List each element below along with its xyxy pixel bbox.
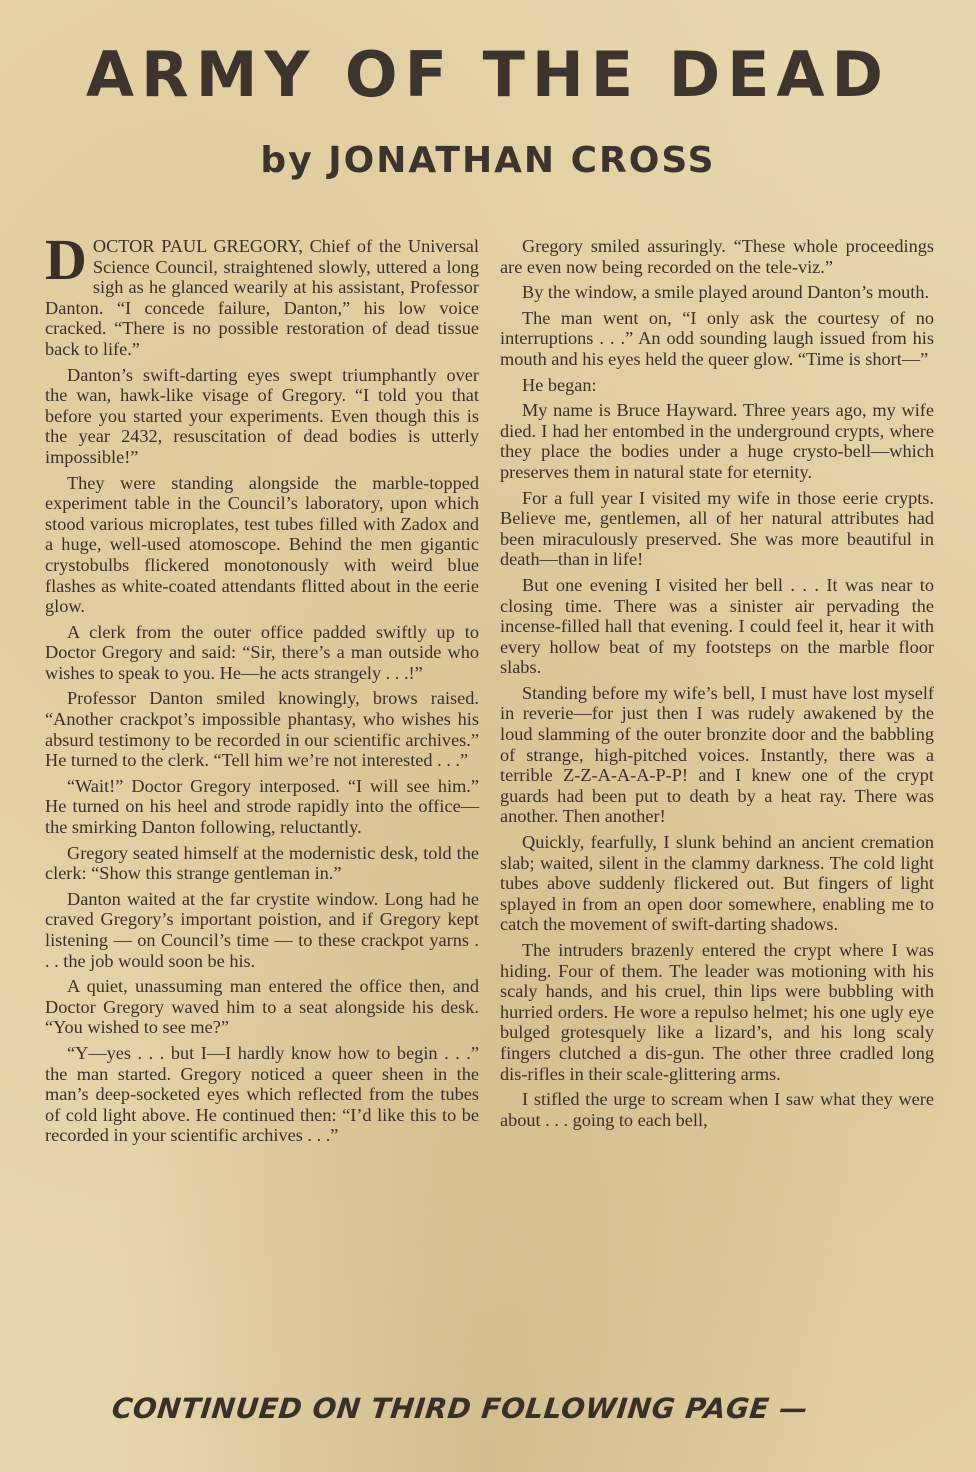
paragraph: I stifled the urge to scream when I saw what they were about . . . going to each bell, bbox=[500, 1089, 934, 1130]
paragraph: The intruders brazenly entered the crypt where I was hiding. Four of them. The leader was motioning with his scaly hands, and his cruel, thin lips were bubbling with hurried orders. He wore a repulso helmet; his one ugly eye bulged grotesquely like a lizard’s, and his long scaly fingers clutched a dis-gun. The other three cradled long dis-rifles in their scale-glittering arms. bbox=[500, 940, 934, 1084]
paragraph: “Wait!” Doctor Gregory interposed. “I will see him.” He turned on his heel and strode rapidly into the office—the smirking Danton following, reluctantly. bbox=[45, 775, 479, 838]
paragraph: “Y—yes . . . but I—I hardly know how to begin . . .” the man started. Gregory noticed a queer sheen in the man’s deep-socketed eyes which reflected from the tubes of cold light above. He continued then: “I’d like this to be recorded in your scientific archives . . .” bbox=[45, 1042, 479, 1146]
opening-paragraph bbox=[45, 227, 479, 360]
paragraph: Quickly, fearfully, I slunk behind an ancient cremation slab; waited, silent in the clammy darkness. The cold light tubes above suddenly flickered out. But fingers of light splayed in from an open door somewhere, enabling me to catch the movement of swift-darting shadows. bbox=[500, 832, 934, 935]
paragraph: He began: bbox=[522, 374, 597, 395]
paragraph: My name is Bruce Hayward. Three years ago, my wife died. I had her entombed in the underground crypts, where they place the bodies under a huge crysto-bell—which preserves them in natural state for eternity. bbox=[500, 400, 934, 482]
paragraph: Gregory smiled assuringly. “These whole proceedings are even now being recorded on the tele-viz.” bbox=[500, 236, 934, 277]
paragraph: A clerk from the outer office padded swiftly up to Doctor Gregory and said: “Sir, there’s a man outside who wishes to speak to you. He—he acts strangely . . .!” bbox=[45, 621, 479, 683]
right-column bbox=[500, 236, 934, 1135]
paragraph: Danton’s swift-darting eyes swept triumphantly over the wan, hawk-like visage of Gregory. “I told you that before you started your experiments. Even though this is the year 2432, resuscitation of dead bodies is utterly impossible!” bbox=[45, 364, 479, 467]
left-column bbox=[45, 227, 479, 1151]
paragraph: The man went on, “I only ask the courtesy of no interruptions . . .” An odd sounding laugh issued from his mouth and his eyes held the queer glow. “Time is short—” bbox=[500, 307, 934, 369]
continued-notice: CONTINUED ON THIRD FOLLOWING PAGE — bbox=[110, 1392, 810, 1425]
drop-cap: D bbox=[45, 227, 87, 292]
paragraph: But one evening I visited her bell . . . It was near to closing time. There was a sinister air pervading the incense-filled hall that evening. I could feel it, hear it with every hollow beat of my footsteps on the marble floor slabs. bbox=[500, 574, 934, 678]
story-byline: by JONATHAN CROSS bbox=[260, 140, 716, 181]
paragraph: Standing before my wife’s bell, I must have lost myself in reverie—for just then I was rudely awakened by the loud slamming of the outer bronzite door and the babbling of strange, high-pitched voices. Instantly, there was a terrible Z-Z-A-A-A-P-P! and I knew one of the crypt guards had been put to death by a heat ray. There was another. Then another! bbox=[500, 682, 934, 827]
paragraph: They were standing alongside the marble-topped experiment table in the Council’s laboratory, upon which stood various microplates, test tubes filled with Zadox and a huge, well-used atomoscope. Behind the men gigantic crystobulbs flickered monotonously with weird blue flashes as white-coated attendants flitted about in the eerie glow. bbox=[45, 472, 479, 617]
paragraph: Professor Danton smiled knowingly, brows raised. “Another crackpot’s impossible phantasy, who wishes his absurd testimony to be recorded in our scientific archives.” He turned to the clerk. “Tell him we’re not interested . . .” bbox=[45, 688, 479, 771]
paragraph: For a full year I visited my wife in those eerie crypts. Believe me, gentlemen, all of her natural attributes had been miraculously preserved. She was more beautiful in death—than in life! bbox=[500, 487, 934, 570]
story-title: ARMY OF THE DEAD bbox=[86, 38, 890, 111]
paragraph: By the window, a smile played around Danton’s mouth. bbox=[522, 282, 930, 303]
opening-paragraph-text: OCTOR PAUL GREGORY, Chief of the Universal Science Council, straightened slowly, uttered a long sigh as he glanced wearily at his assistant, Professor Danton. “I concede failure, Danton,” his low voice cracked. “There is no possible restoration of dead tissue back to life.” bbox=[45, 236, 479, 359]
paragraph: Danton waited at the far crystite window. Long had he craved Gregory’s important poistion, and if Gregory kept listening — on Council’s time — to these crackpot yarns . . . the job would soon be his. bbox=[45, 888, 479, 971]
paragraph: A quiet, unassuming man entered the office then, and Doctor Gregory waved him to a seat alongside his desk. “You wished to see me?” bbox=[45, 976, 479, 1038]
paragraph: Gregory seated himself at the modernistic desk, told the clerk: “Show this strange gentleman in.” bbox=[45, 842, 479, 884]
